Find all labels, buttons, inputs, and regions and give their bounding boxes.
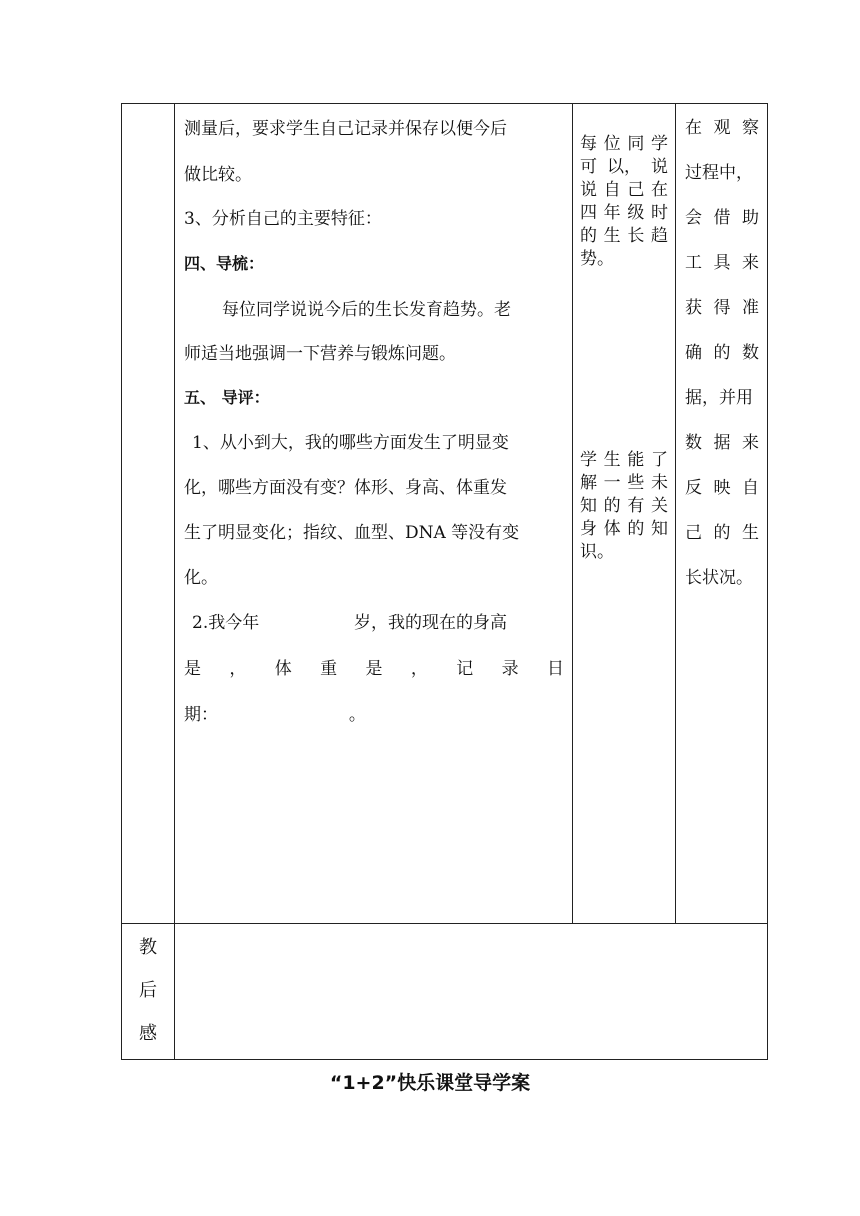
char: 长状况。 — [685, 568, 753, 588]
table-right-border — [767, 103, 768, 1060]
main-text-line: 师适当地强调一下营养与锻炼问题。 — [184, 344, 456, 364]
char: 了 — [650, 450, 668, 470]
char: 在 — [650, 180, 668, 200]
question-text: 岁，我的现在的身高 — [354, 613, 508, 633]
char: 时 — [650, 203, 668, 223]
question-char: 记 — [456, 659, 474, 679]
char: 的 — [627, 519, 645, 539]
label-char: 教 — [139, 937, 157, 958]
design-intent-column — [685, 106, 759, 601]
char: 得 — [713, 298, 731, 318]
char: 借 — [713, 208, 731, 228]
char: 自 — [603, 180, 621, 200]
main-text-line: 3、分析自己的主要特征： — [184, 209, 382, 229]
char: 的 — [713, 523, 731, 543]
main-text-line: 做比较。 — [184, 165, 252, 185]
char: 确 — [685, 343, 702, 363]
char: 过程中， — [685, 163, 753, 183]
char: 四 — [580, 203, 597, 223]
char: 生 — [603, 450, 621, 470]
char: 的 — [580, 226, 597, 246]
char: 解 — [580, 473, 597, 493]
char: 映 — [713, 478, 731, 498]
question-char: 是 — [184, 659, 201, 679]
char: 准 — [742, 298, 759, 318]
section-heading-4: 四、导梳： — [184, 254, 265, 273]
char: 观 — [713, 118, 731, 138]
question-char: ， — [410, 659, 428, 679]
char: 学 — [650, 134, 668, 154]
char: 工 — [685, 253, 702, 273]
char: 生 — [742, 523, 759, 543]
label-char: 感 — [139, 1023, 157, 1044]
char: 说 — [580, 180, 597, 200]
reflection-content-area[interactable] — [176, 925, 766, 1058]
char: 长 — [627, 226, 645, 246]
reflection-label — [122, 926, 174, 1055]
char: 每 — [580, 134, 597, 154]
question-char: 日 — [547, 659, 564, 679]
char: 可 — [580, 157, 597, 177]
char: 识。 — [580, 542, 614, 562]
char: 说 — [651, 157, 668, 177]
char: 体 — [603, 519, 621, 539]
char: 反 — [685, 478, 702, 498]
question-char: 重 — [320, 659, 338, 679]
char: 己 — [627, 180, 645, 200]
char: 知 — [650, 519, 668, 539]
char: 助 — [742, 208, 759, 228]
char: 数 — [685, 433, 702, 453]
question-char: 录 — [501, 659, 519, 679]
question-char: 体 — [274, 659, 292, 679]
main-text-line: 每位同学说说今后的生长发育趋势。老 — [222, 300, 511, 320]
char: 些 — [627, 473, 645, 493]
char: 自 — [742, 478, 759, 498]
char: 知 — [580, 496, 597, 516]
question-char: ， — [229, 659, 247, 679]
table-top-border — [121, 103, 768, 104]
table-bottom-border — [121, 1059, 768, 1060]
char: 据，并用 — [685, 388, 753, 408]
char: 在 — [685, 118, 702, 138]
char: 位 — [603, 134, 621, 154]
table-col-divider-2 — [572, 103, 573, 924]
question-char: 是 — [365, 659, 383, 679]
student-activity-block-2 — [580, 449, 668, 564]
char: 级 — [627, 203, 645, 223]
section-heading-5: 五、 导评： — [184, 388, 270, 407]
table-left-border — [121, 103, 122, 1060]
fill-in-question-age — [192, 600, 507, 646]
char: 能 — [627, 450, 645, 470]
char: 一 — [603, 473, 621, 493]
char: 来 — [742, 253, 759, 273]
main-text-line: 生了明显变化；指纹、血型、DNA 等没有变 — [184, 523, 520, 543]
char: 身 — [580, 519, 597, 539]
char: 年 — [603, 203, 621, 223]
char: 察 — [742, 118, 759, 138]
table-row-divider — [121, 923, 768, 924]
char: 趋 — [650, 226, 668, 246]
question-text: 期： — [184, 705, 218, 725]
fill-in-question-height-weight — [184, 646, 564, 692]
char: 关 — [650, 496, 668, 516]
table-col-divider-3 — [675, 103, 676, 924]
char: 同 — [627, 134, 645, 154]
question-text: 。 — [348, 705, 366, 725]
fill-in-question-date — [184, 692, 366, 738]
main-text-line: 化。 — [184, 568, 218, 588]
char: 的 — [603, 496, 621, 516]
char: 有 — [627, 496, 645, 516]
char: 会 — [685, 208, 702, 228]
char: 据 — [713, 433, 731, 453]
char: 获 — [685, 298, 702, 318]
main-text-line: 化，哪些方面没有变？体形、身高、体重发 — [184, 478, 507, 498]
char: 未 — [650, 473, 668, 493]
char: 来 — [742, 433, 759, 453]
main-text-line: 1、从小到大，我的哪些方面发生了明显变 — [192, 433, 509, 453]
char: 学 — [580, 450, 597, 470]
char: 生 — [603, 226, 621, 246]
char: 的 — [713, 343, 731, 363]
footer-title: “1+2”快乐课堂导学案 — [329, 1072, 531, 1094]
table-col-divider-1 — [174, 103, 175, 1060]
char: 势。 — [580, 249, 614, 269]
char: 数 — [742, 343, 759, 363]
student-activity-block-1 — [580, 133, 668, 271]
label-char: 后 — [139, 980, 157, 1001]
char: 具 — [713, 253, 731, 273]
question-text: 2.我今年 — [192, 613, 260, 633]
main-text-line: 测量后，要求学生自己记录并保存以便今后 — [184, 119, 507, 139]
char: 以， — [607, 157, 641, 177]
char: 己 — [685, 523, 702, 543]
